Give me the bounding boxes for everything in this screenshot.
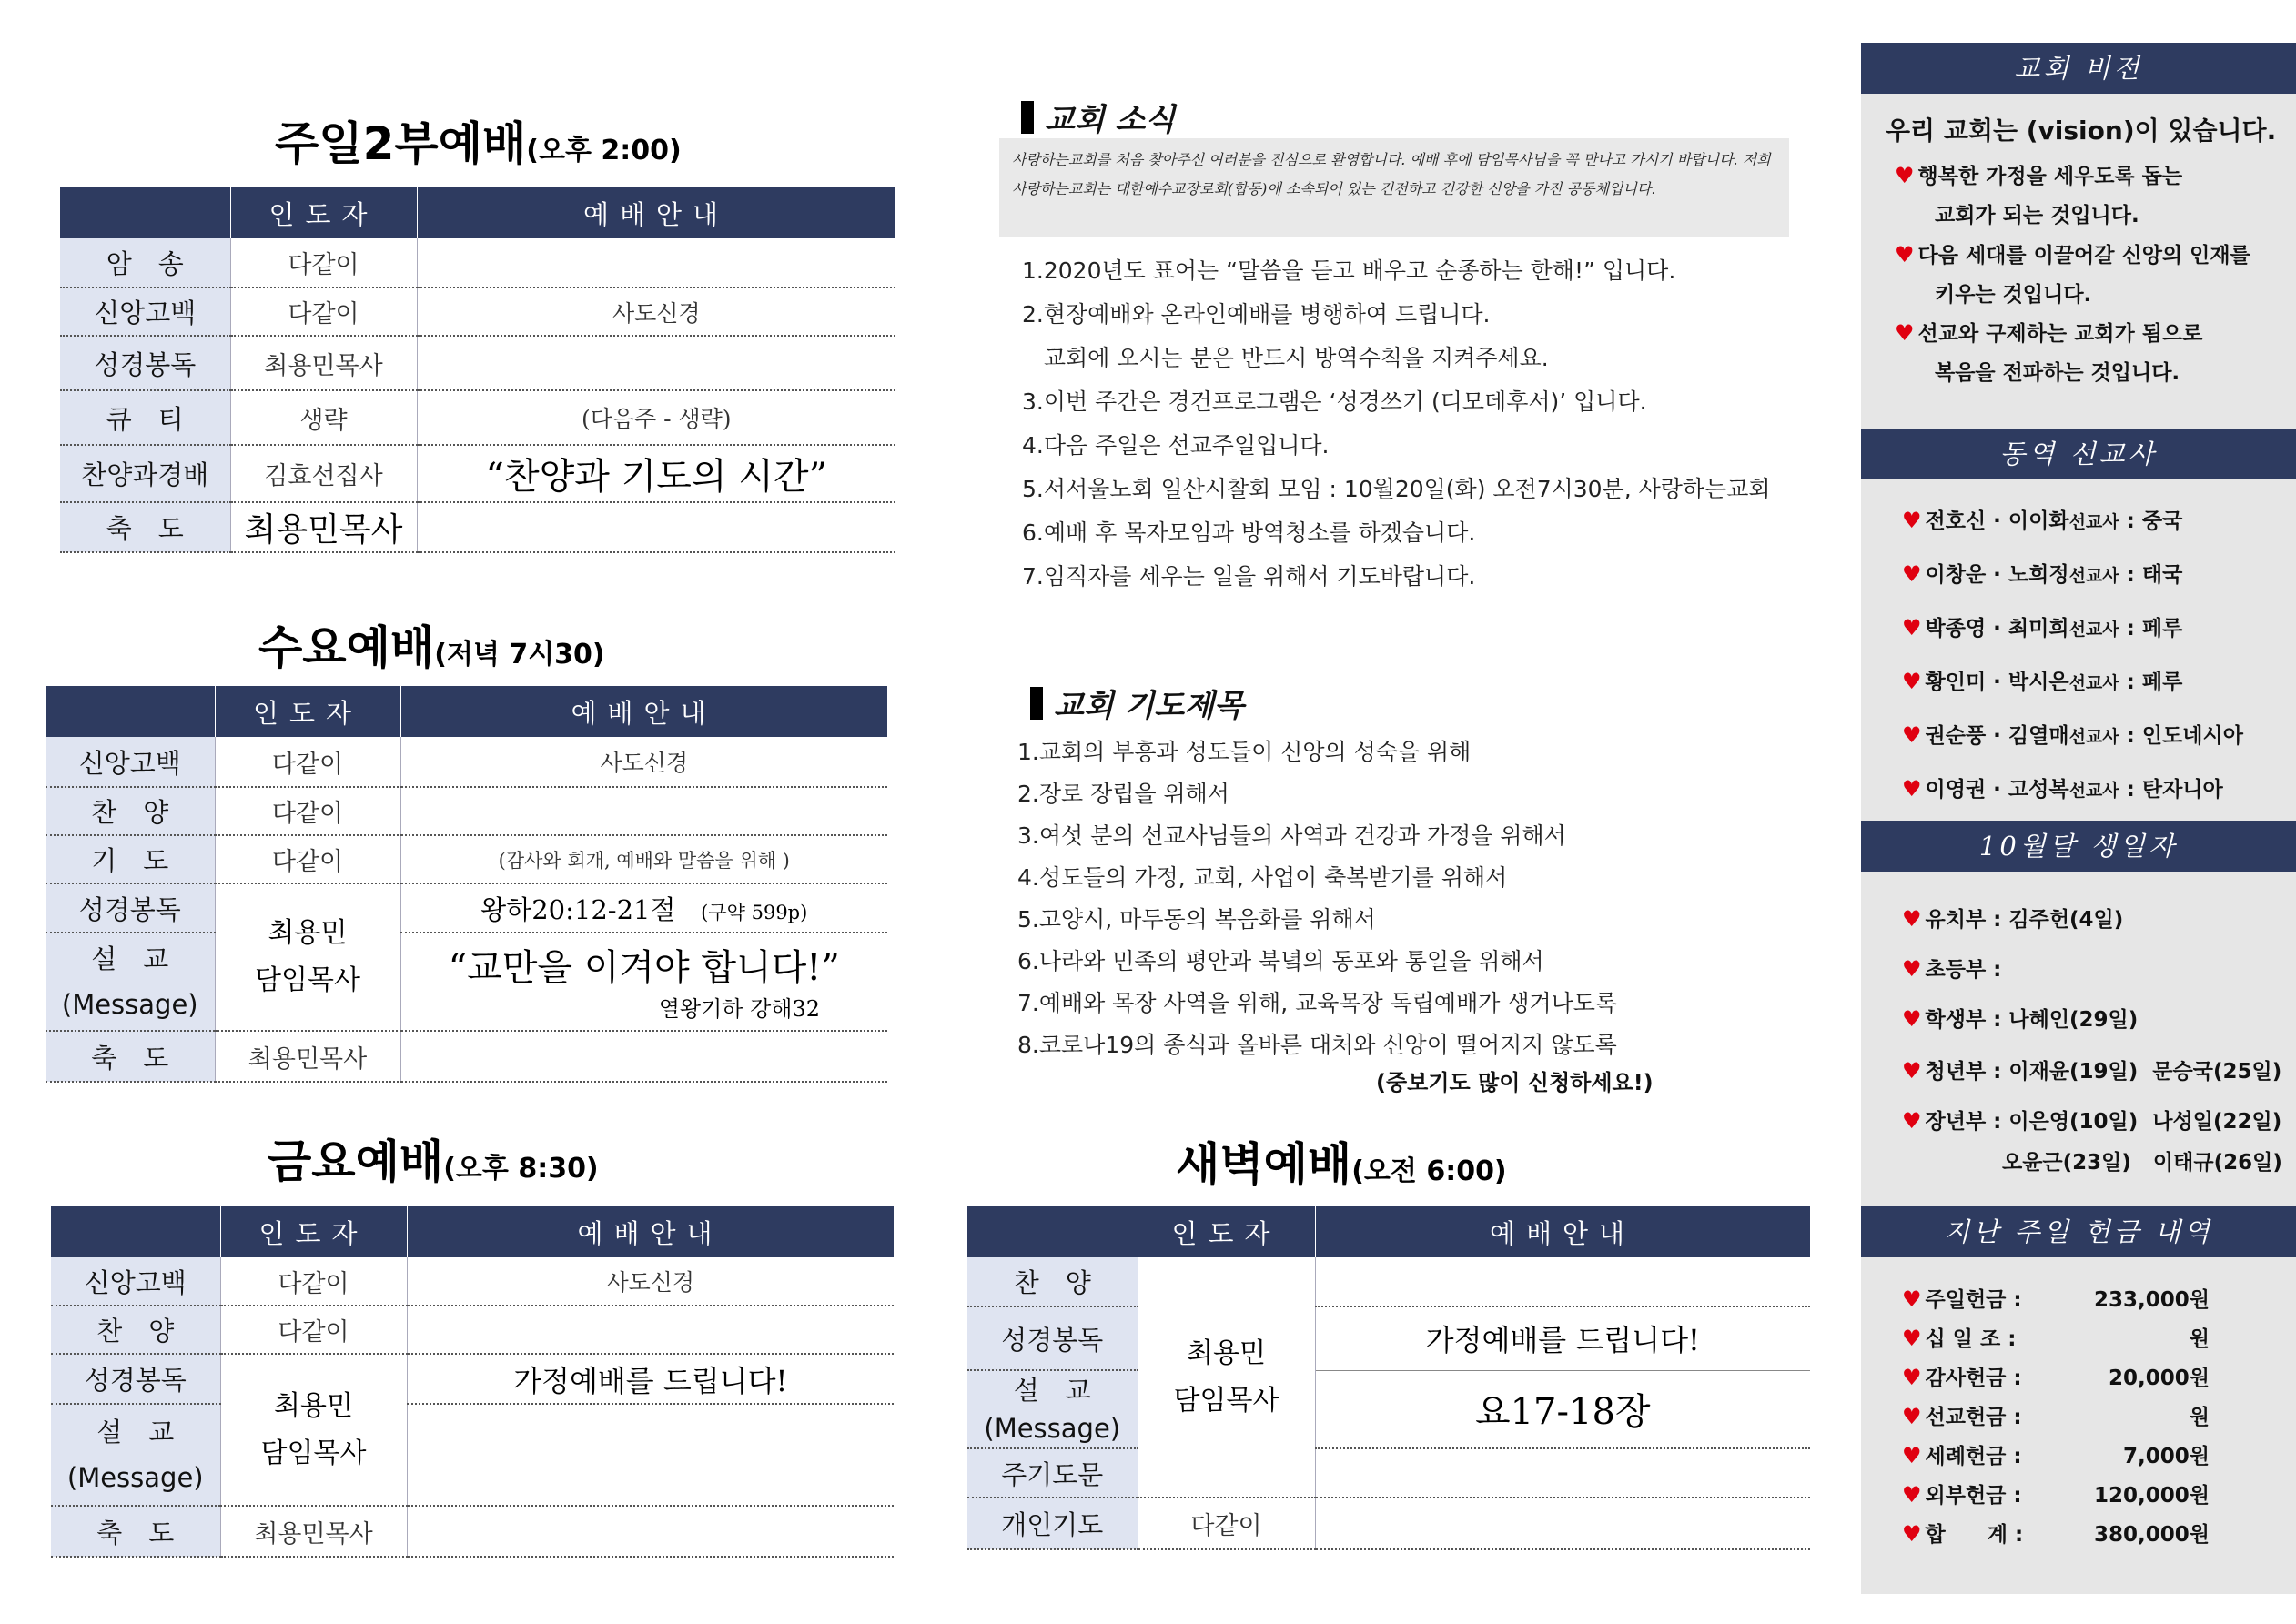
shared-leader: 최용민 담임목사 xyxy=(1138,1257,1315,1498)
row-label: 큐 티 xyxy=(60,390,230,445)
bar-icon xyxy=(1030,687,1043,720)
row-label: 주기도문 xyxy=(967,1448,1138,1498)
list-item: 7.예배와 목장 사역을 위해, 교육목장 독립예배가 생겨나도록 xyxy=(1017,990,1618,1016)
row-label: 찬 양 xyxy=(46,787,215,835)
header-blank xyxy=(46,686,215,737)
header-leader: 인도자 xyxy=(230,187,417,238)
row-leader: 다같이 xyxy=(215,835,400,883)
row-info xyxy=(417,336,895,390)
row-label: 성경봉독 xyxy=(46,883,215,933)
row-info: 왕하20:12-21절 (구약 599p) xyxy=(400,883,887,933)
shared-leader: 최용민 담임목사 xyxy=(215,883,400,1031)
list-item: 2.현장예배와 온라인예배를 병행하여 드립니다. xyxy=(1022,301,1491,328)
row-label: 찬 양 xyxy=(967,1257,1138,1306)
row-label: 설 교 (Message) xyxy=(967,1370,1138,1448)
row-leader: 생략 xyxy=(230,390,417,445)
list-item: 8.코로나19의 종식과 올바른 대처와 신앙이 떨어지지 않도록 xyxy=(1017,1032,1617,1058)
offering-title: 지난 주일 헌금 내역 xyxy=(1861,1206,2296,1257)
vision-item-cont: 교회가 되는 것입니다. xyxy=(1935,204,2139,227)
offering-amount: 20,000원 xyxy=(2109,1367,2210,1390)
row-leader: 다같이 xyxy=(220,1306,407,1354)
dawn-title: 새벽예배(오전 6:00) xyxy=(1176,1138,1507,1191)
heart-icon: ♥ xyxy=(1902,906,1922,932)
heart-icon: ♥ xyxy=(1902,1058,1922,1084)
offering-label: ♥ 감사헌금 : xyxy=(1902,1365,2022,1390)
row-label: 성경봉독 xyxy=(60,336,230,390)
vision-item-cont: 키우는 것입니다. xyxy=(1935,283,2092,307)
dawn-table xyxy=(967,1206,1811,1550)
heart-icon: ♥ xyxy=(1902,508,1922,533)
list-item: 4.다음 주일은 선교주일입니다. xyxy=(1022,432,1330,459)
row-info xyxy=(400,787,887,835)
row-label: 축 도 xyxy=(46,1031,215,1082)
row-info: (감사와 회개, 예배와 말씀을 위해 ) xyxy=(400,835,887,883)
vision-lead: 우리 교회는 (vision)이 있습니다. xyxy=(1886,116,2277,146)
friday-title: 금요예배(오후 8:30) xyxy=(268,1135,599,1188)
shared-leader: 최용민 담임목사 xyxy=(220,1354,407,1506)
missionary-item: ♥ 전호신 · 이이화선교사 : 중국 xyxy=(1902,508,2183,533)
birthday-item: ♥ 초등부 : xyxy=(1902,956,2002,982)
heart-icon: ♥ xyxy=(1902,776,1922,802)
missionary-item: ♥ 권순풍 · 김열매선교사 : 인도네시아 xyxy=(1902,722,2243,748)
offering-label: ♥ 선교헌금 : xyxy=(1902,1404,2022,1429)
missionary-item: ♥ 이영권 · 고성복선교사 : 탄자니아 xyxy=(1902,776,2223,802)
row-info: 요17-18장 xyxy=(1315,1370,1810,1448)
vision-title: 교회 비전 xyxy=(1861,43,2296,94)
offering-amount: 233,000원 xyxy=(2094,1288,2210,1312)
missionaries-title: 동역 선교사 xyxy=(1861,429,2296,479)
friday-table xyxy=(51,1206,895,1558)
header-info: 예배안내 xyxy=(400,686,887,737)
heart-icon: ♥ xyxy=(1902,1404,1922,1429)
list-item: 6.나라와 민족의 평안과 북녘의 동포와 통일을 위해서 xyxy=(1017,948,1544,974)
row-label: 성경봉독 xyxy=(967,1306,1138,1370)
offering-label: ♥ 십 일 조 : xyxy=(1902,1326,2017,1351)
list-item: 5.고양시, 마두동의 복음화를 위해서 xyxy=(1017,906,1376,933)
prayer-title: 교회 기도제목 xyxy=(1030,681,1244,725)
bar-icon xyxy=(1021,101,1034,134)
row-leader: 최용민목사 xyxy=(220,1506,407,1557)
row-label: 신앙고백 xyxy=(60,287,230,336)
row-leader: 최용민목사 xyxy=(230,336,417,390)
news-title: 교회 소식 xyxy=(1021,95,1175,139)
row-info: 사도신경 xyxy=(407,1257,894,1306)
header-leader: 인도자 xyxy=(215,686,400,737)
offering-amount: 7,000원 xyxy=(2123,1445,2210,1468)
row-leader: 최용민목사 xyxy=(230,502,417,552)
row-label: 기 도 xyxy=(46,835,215,883)
row-info xyxy=(417,502,895,552)
missionary-item: ♥ 박종영 · 최미희선교사 : 페루 xyxy=(1902,615,2183,641)
row-leader: 다같이 xyxy=(230,287,417,336)
heart-icon: ♥ xyxy=(1902,561,1922,587)
prayer-note: (중보기도 많이 신청하세요!) xyxy=(1376,1070,1654,1095)
row-label: 축 도 xyxy=(51,1506,220,1557)
row-info: “찬양과 기도의 시간” xyxy=(417,445,895,502)
row-leader: 다같이 xyxy=(1138,1498,1315,1549)
row-label: 신앙고백 xyxy=(51,1257,220,1306)
row-label: 설 교 (Message) xyxy=(51,1404,220,1506)
heart-icon: ♥ xyxy=(1895,163,1915,188)
birthday-item: ♥ 청년부 : 이재윤(19일) 문승국(25일) xyxy=(1902,1058,2282,1084)
wednesday-title: 수요예배(저녁 7시30) xyxy=(258,621,605,674)
row-leader: 다같이 xyxy=(230,238,417,287)
list-item: 7.임직자를 세우는 일을 위해서 기도바랍니다. xyxy=(1022,563,1476,590)
birthday-item: ♥ 장년부 : 이은영(10일) 나성일(22일) xyxy=(1902,1108,2282,1134)
row-label: 신앙고백 xyxy=(46,737,215,787)
offering-amount: 120,000원 xyxy=(2094,1484,2210,1508)
wednesday-table xyxy=(46,686,888,1083)
row-label: 찬 양 xyxy=(51,1306,220,1354)
heart-icon: ♥ xyxy=(1902,956,1922,982)
missionary-item: ♥ 황인미 · 박시은선교사 : 페루 xyxy=(1902,669,2183,694)
offering-label: ♥ 주일헌금 : xyxy=(1902,1286,2022,1312)
offering-label: ♥ 외부헌금 : xyxy=(1902,1482,2022,1508)
row-leader: 다같이 xyxy=(215,737,400,787)
row-leader: 다같이 xyxy=(215,787,400,835)
heart-icon: ♥ xyxy=(1902,1521,1922,1547)
news-list xyxy=(1022,249,1771,599)
offering-amount: 원 xyxy=(2189,1406,2210,1429)
birthday-item: ♥ 학생부 : 나혜인(29일) xyxy=(1902,1006,2139,1032)
row-info: (다음주 - 생략) xyxy=(417,390,895,445)
row-info xyxy=(400,1031,887,1082)
heart-icon: ♥ xyxy=(1902,1326,1922,1351)
row-leader: 김효선집사 xyxy=(230,445,417,502)
header-leader: 인도자 xyxy=(1138,1206,1315,1257)
row-info: 가정예배를 드립니다! xyxy=(407,1354,894,1404)
row-info xyxy=(1315,1448,1810,1498)
row-label: 찬양과경배 xyxy=(60,445,230,502)
row-label: 성경봉독 xyxy=(51,1354,220,1404)
row-label: 설 교 (Message) xyxy=(46,933,215,1031)
row-info xyxy=(407,1306,894,1354)
header-blank xyxy=(967,1206,1138,1257)
list-item: 6.예배 후 목자모임과 방역청소를 하겠습니다. xyxy=(1022,519,1476,546)
header-info: 예배안내 xyxy=(417,187,895,238)
vision-item-cont: 복음을 전파하는 것입니다. xyxy=(1935,361,2180,385)
header-info: 예배안내 xyxy=(1315,1206,1810,1257)
row-info xyxy=(1315,1498,1810,1549)
offering-amount: 380,000원 xyxy=(2094,1523,2210,1547)
birthday-item: ♥ 유치부 : 김주헌(4일) xyxy=(1902,906,2124,932)
header-blank xyxy=(60,187,230,238)
list-item: 1.2020년도 표어는 “말씀을 듣고 배우고 순종하는 한해!” 입니다. xyxy=(1022,257,1676,284)
row-label: 개인기도 xyxy=(967,1498,1138,1549)
heart-icon: ♥ xyxy=(1902,1482,1922,1508)
offering-label: ♥ 세례헌금 : xyxy=(1902,1443,2022,1468)
birthday-item-cont: 오윤근(23일) 이태규(26일) xyxy=(2002,1151,2282,1175)
row-info xyxy=(417,238,895,287)
header-info: 예배안내 xyxy=(407,1206,894,1257)
heart-icon: ♥ xyxy=(1902,1108,1922,1134)
header-leader: 인도자 xyxy=(220,1206,407,1257)
row-info xyxy=(407,1404,894,1506)
missionary-item: ♥ 이창운 · 노희정선교사 : 태국 xyxy=(1902,561,2183,587)
heart-icon: ♥ xyxy=(1902,1006,1922,1032)
sermon-info: “교만을 이겨야 합니다!” 열왕기하 강해32 xyxy=(400,933,887,1031)
heart-icon: ♥ xyxy=(1902,1286,1922,1312)
heart-icon: ♥ xyxy=(1895,242,1915,267)
row-info: 가정예배를 드립니다! xyxy=(1315,1306,1810,1370)
heart-icon: ♥ xyxy=(1902,1443,1922,1468)
list-item: 5.서서울노회 일산시찰회 모임 : 10월20일(화) 오전7시30분, 사랑하는교회 xyxy=(1022,476,1771,502)
list-item: 2.장로 장립을 위해서 xyxy=(1017,781,1229,807)
vision-item: ♥ 선교와 구제하는 교회가 됨으로 xyxy=(1895,320,2203,346)
row-label: 암 송 xyxy=(60,238,230,287)
list-item: 교회에 오시는 분은 반드시 방역수칙을 지켜주세요. xyxy=(1022,345,1549,371)
row-leader: 최용민목사 xyxy=(215,1031,400,1082)
vision-item: ♥ 다음 세대를 이끌어갈 신앙의 인재를 xyxy=(1895,242,2250,267)
list-item: 4.성도들의 가정, 교회, 사업이 축복받기를 위해서 xyxy=(1017,864,1508,891)
list-item: 1.교회의 부흥과 성도들이 신앙의 성숙을 위해 xyxy=(1017,739,1472,765)
sunday-title: 주일2부예배(오후 2:00) xyxy=(275,117,682,170)
list-item: 3.여섯 분의 선교사님들의 사역과 건강과 가정을 위해서 xyxy=(1017,822,1566,849)
header-blank xyxy=(51,1206,220,1257)
row-leader: 다같이 xyxy=(220,1257,407,1306)
offering-label: ♥ 합 계 : xyxy=(1902,1521,2024,1547)
sunday-table xyxy=(60,187,896,553)
row-info: 사도신경 xyxy=(400,737,887,787)
prayer-list xyxy=(1017,731,1617,1066)
row-info: 사도신경 xyxy=(417,287,895,336)
row-info xyxy=(407,1506,894,1557)
row-info xyxy=(1315,1257,1810,1306)
heart-icon: ♥ xyxy=(1895,320,1915,346)
offering-amount: 원 xyxy=(2189,1327,2210,1351)
heart-icon: ♥ xyxy=(1902,615,1922,641)
row-label: 축 도 xyxy=(60,502,230,552)
heart-icon: ♥ xyxy=(1902,1365,1922,1390)
list-item: 3.이번 주간은 경건프로그램은 ‘성경쓰기 (디모데후서)’ 입니다. xyxy=(1022,388,1647,415)
vision-item: ♥ 행복한 가정을 세우도록 돕는 xyxy=(1895,163,2183,188)
heart-icon: ♥ xyxy=(1902,722,1922,748)
birthdays-title: 10월달 생일자 xyxy=(1861,821,2296,872)
heart-icon: ♥ xyxy=(1902,669,1922,694)
news-intro: 사랑하는교회를 처음 찾아주신 여러분을 진심으로 환영합니다. 예배 후에 담임목사님을 꼭 만나고 가시기 바랍니다. 저희 사랑하는교회는 대한예수교장로회(합동)에 소속되어 있는 건전하고 건강한 신앙을 가진 공동체입니다. xyxy=(999,138,1789,237)
